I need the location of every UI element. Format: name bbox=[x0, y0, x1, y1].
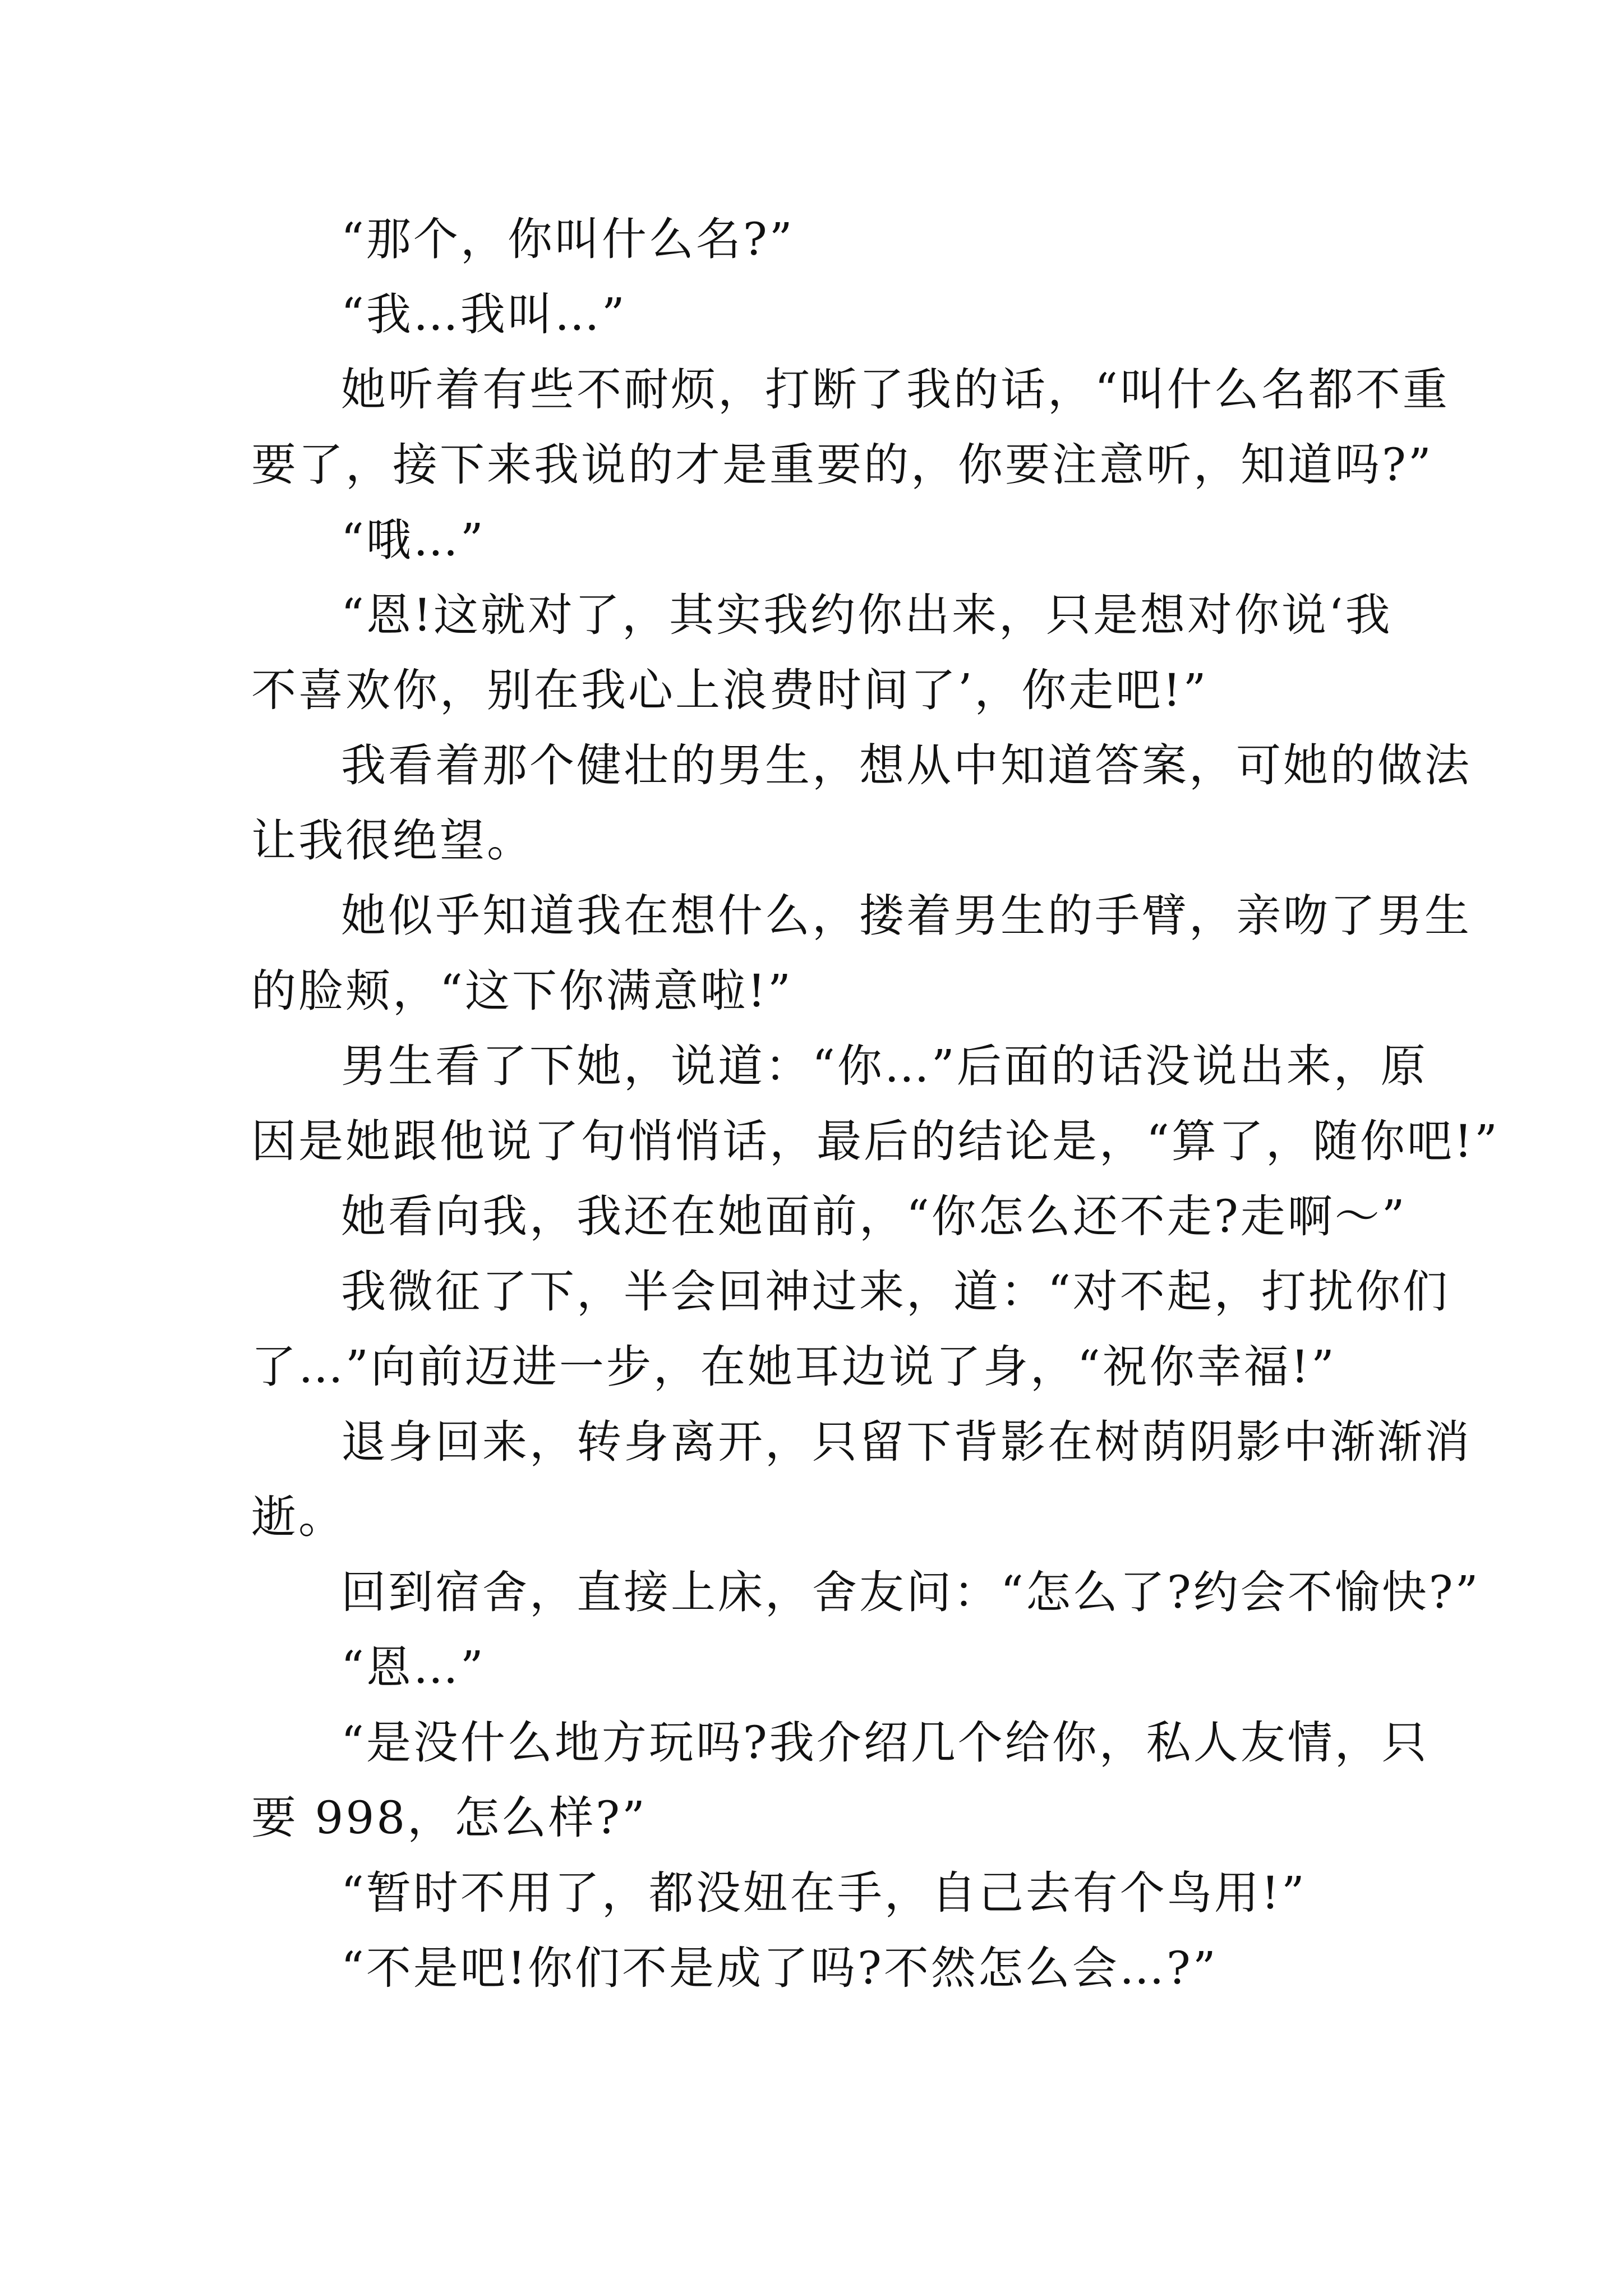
text-line: “那个，你叫什么名?” bbox=[341, 213, 795, 265]
text-line: 她看向我，我还在她面前，“你怎么还不走?走啊～” bbox=[341, 1190, 1407, 1243]
text-line: 要了，接下来我说的才是重要的，你要注意听，知道吗?” bbox=[251, 439, 1433, 491]
text-line: 我看着那个健壮的男生，想从中知道答案，可她的做法 bbox=[341, 739, 1472, 792]
text-line: 逝。 bbox=[251, 1491, 345, 1543]
text-line: 男生看了下她，说道：“你…”后面的话没说出来，原 bbox=[341, 1040, 1428, 1092]
text-line: “是没什么地方玩吗?我介绍几个给你，私人友情，只 bbox=[341, 1717, 1429, 1769]
story-text bbox=[251, 202, 1500, 2006]
text-line: 让我很绝望。 bbox=[251, 815, 534, 867]
text-line: 她似乎知道我在想什么，搂着男生的手臂，亲吻了男生 bbox=[341, 890, 1472, 942]
text-line: “我…我叫…” bbox=[341, 288, 627, 341]
text-line: 的脸颊，“这下你满意啦!” bbox=[251, 965, 793, 1017]
text-line: “暂时不用了，都没妞在手，自己去有个鸟用!” bbox=[341, 1867, 1307, 1919]
text-line: “恩…” bbox=[341, 1641, 486, 1694]
text-line: 因是她跟他说了句悄悄话，最后的结论是，“算了，随你吧!” bbox=[251, 1115, 1500, 1167]
text-line: “恩!这就对了，其实我约你出来，只是想对你说‘我 bbox=[341, 589, 1393, 641]
text-line: 她听着有些不耐烦，打断了我的话，“叫什么名都不重 bbox=[341, 364, 1450, 416]
text-line: 不喜欢你，别在我心上浪费时间了’，你走吧!” bbox=[251, 664, 1209, 716]
text-line: “不是吧!你们不是成了吗?不然怎么会…?” bbox=[341, 1942, 1218, 1994]
text-line: “哦…” bbox=[341, 514, 486, 566]
text-line: 了…”向前迈进一步，在她耳边说了身，“祝你幸福!” bbox=[251, 1341, 1336, 1393]
text-line: 我微征了下，半会回神过来，道：“对不起，打扰你们 bbox=[341, 1266, 1450, 1318]
text-line: 退身回来，转身离开，只留下背影在树荫阴影中渐渐消 bbox=[341, 1416, 1472, 1468]
text-line: 回到宿舍，直接上床，舍友问：“怎么了?约会不愉快?” bbox=[341, 1566, 1481, 1618]
text-line: 要 998，怎么样?” bbox=[251, 1792, 647, 1844]
